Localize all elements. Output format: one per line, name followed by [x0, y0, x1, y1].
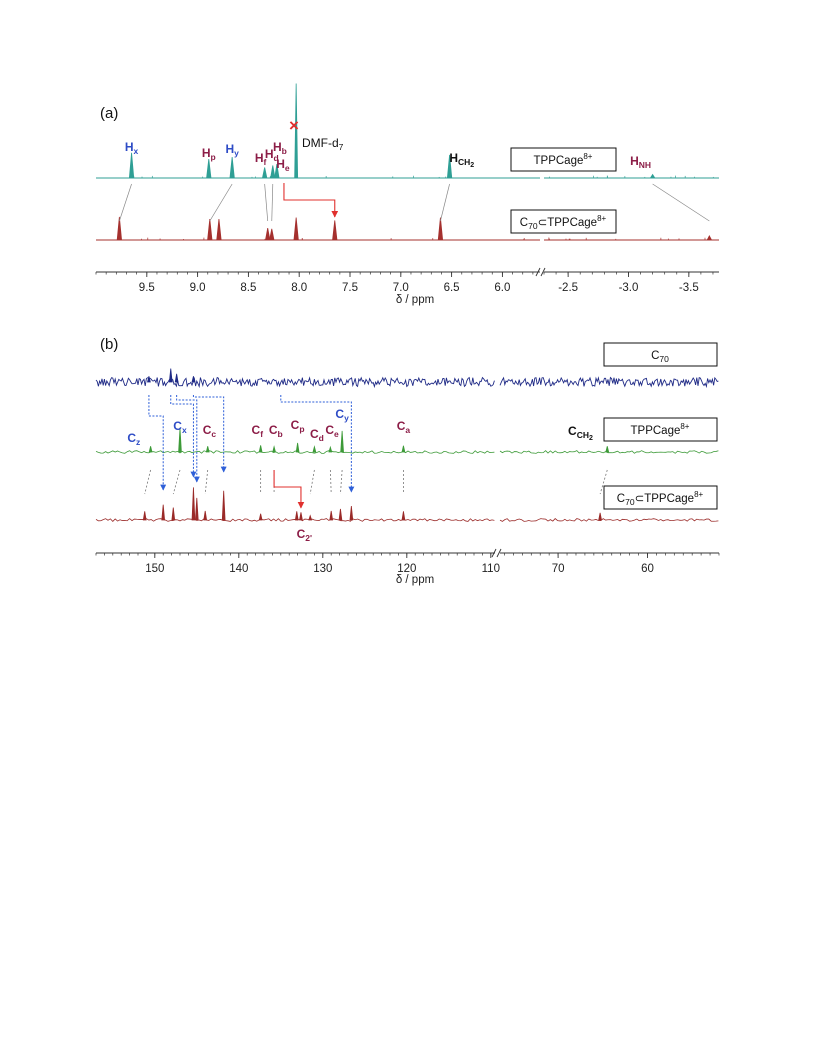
peak-b-2-1 [162, 505, 165, 520]
peak-b-1-0 [149, 446, 152, 452]
peak-b-2-14 [402, 511, 405, 520]
panel-label-b: (b) [100, 336, 119, 353]
peak-b-2-15 [599, 513, 602, 520]
peak-a-1-4 [270, 229, 274, 240]
peak-label-c-x: $C_x$ [173, 419, 187, 435]
peak-b-1-9 [402, 446, 405, 452]
peak-label-h-x: $H_x$ [124, 140, 139, 156]
blue-shift-arrow-1 [171, 395, 194, 477]
peak-a-0-8 [650, 175, 654, 179]
peak-b-1-7 [329, 447, 332, 452]
panel-b-legend-c70 [604, 343, 717, 366]
peak-a-1-3 [266, 228, 270, 240]
peak-label-h-nh: $H_{NH}$ [630, 154, 652, 170]
peak-b-1-5 [296, 443, 299, 452]
box-label-tppcage-b: TPPCage$^{8+}$ [630, 422, 690, 437]
correlation-guide-b-1 [173, 470, 180, 494]
shift-arrow-he [284, 183, 335, 217]
noise-trace-b-0-1 [500, 378, 718, 387]
peak-label-h-e: $H_e$ [276, 157, 290, 173]
tick-label-b: 70 [551, 563, 565, 575]
panel-b-legend-tpp [604, 418, 717, 441]
tick-label-a: -3.5 [678, 282, 699, 294]
peak-b-2-8 [295, 511, 298, 520]
peak-label-h-b: $H_b$ [272, 140, 287, 156]
peak-b-2-0 [143, 511, 146, 520]
tick-label-a: 9.5 [138, 282, 155, 294]
peak-a-0-0 [129, 153, 133, 178]
tick-label-b: 140 [229, 563, 249, 575]
tick-label-a: 7.5 [342, 282, 359, 294]
correlation-guide-b-6 [330, 470, 331, 494]
peak-b-2-3 [192, 487, 195, 520]
panel-b-x-axis [96, 549, 719, 575]
peak-label-h-ch2: $H_{CH}2$ [449, 151, 475, 169]
tick-label-b: 110 [481, 563, 500, 575]
spectrum-a-1 [96, 217, 719, 240]
correlation-guide-b-2 [205, 470, 208, 494]
correlation-guide-b-7 [340, 470, 342, 494]
peak-b-2-10 [309, 516, 312, 520]
peak-label-c-e: $C_e$ [325, 423, 339, 439]
peak-a-0-2 [230, 157, 234, 178]
tick-label-a: 8.5 [240, 282, 257, 294]
tick-label-b: 120 [397, 563, 417, 575]
noise-trace-b-1-1 [500, 451, 718, 454]
panel-label-a: (a) [100, 105, 119, 122]
peak-label-c-y: $C_y$ [335, 407, 349, 423]
correlation-line-a-3 [272, 184, 273, 221]
peak-b-1-8 [341, 431, 344, 452]
panel-a-legend-complex [511, 210, 616, 233]
panel-a-spectra [96, 84, 719, 241]
peak-b-1-4 [273, 447, 276, 452]
box-label-c70: $C_{70}$ [651, 350, 669, 364]
peak-label-c-ch2: $C_{CH}2$ [568, 424, 593, 442]
peak-b-2-4 [195, 498, 198, 520]
tick-label-b: 130 [313, 563, 333, 575]
peak-b-1-2 [206, 446, 209, 452]
noise-trace-b-2-1 [500, 519, 718, 522]
peak-label-h-f: $H_f$ [254, 151, 267, 167]
tick-label-b: 60 [641, 563, 654, 575]
peak-a-1-8 [707, 236, 711, 240]
tick-label-a: -3.0 [618, 282, 639, 294]
box-label-complex: $C_{70}\subset TPPCage^{8+}$ [519, 214, 607, 231]
tick-label-a: 7.0 [392, 282, 409, 294]
peak-a-1-2 [217, 219, 221, 240]
correlation-line-a-1 [210, 184, 232, 221]
peak-b-0-1 [169, 369, 172, 382]
peak-label-h-p: $H_p$ [201, 146, 216, 162]
panel-a [96, 84, 719, 307]
peak-label-c-b: $C_b$ [268, 423, 283, 439]
panel-a-legend-tpp [511, 148, 616, 171]
peak-b-2-11 [330, 511, 333, 520]
peak-a-1-5 [294, 218, 298, 240]
peak-label-c-f: $C_f$ [251, 423, 264, 439]
correlation-guide-b-5 [310, 470, 314, 494]
tick-label-a: 8.0 [291, 282, 308, 294]
peak-b-2-2 [172, 508, 175, 520]
peak-label-c-a: $C_a$ [396, 419, 411, 435]
peak-a-1-1 [208, 219, 212, 240]
peak-b-2-6 [222, 491, 225, 520]
peak-b-1-6 [313, 447, 316, 452]
correlation-guide-b-0 [145, 470, 151, 494]
panel-b-legend-complex [604, 486, 717, 509]
peak-label-c-d: $C_d$ [309, 427, 324, 443]
peak-b-2-7 [259, 514, 262, 520]
solvent-cross-marker: × [289, 116, 299, 135]
peak-b-0-3 [192, 376, 195, 382]
spectrum-a-0 [96, 84, 719, 179]
tick-label-a: -2.5 [558, 282, 579, 294]
tick-label-a: 6.5 [443, 282, 460, 294]
peak-b-2-13 [350, 506, 353, 520]
blue-shift-arrow-0 [149, 395, 163, 490]
peak-label-c-p: $C_p$ [290, 418, 305, 434]
peak-label-c-z: $C_z$ [127, 431, 141, 447]
tick-label-a: 9.0 [189, 282, 206, 294]
correlation-line-a-5 [653, 184, 710, 221]
peak-label-c-c: $C_c$ [202, 423, 217, 439]
x-axis-title-a: δ / ppm [395, 294, 435, 306]
x-axis-title-b: δ / ppm [395, 574, 435, 586]
noise-trace-b-0-0 [96, 378, 494, 387]
peak-b-2-12 [339, 509, 342, 520]
peak-label-c-2prime: $C_{2'}$ [296, 527, 313, 543]
tick-label-a: 6.0 [494, 282, 511, 294]
peak-b-0-0 [148, 376, 151, 382]
spectrum-b-0 [96, 369, 718, 387]
peak-label-h-d: $H_d$ [264, 147, 279, 163]
solvent-label: DMF-$d_7$ [302, 136, 344, 152]
peak-label-h-y: $H_y$ [225, 142, 239, 158]
peak-b-1-10 [606, 446, 609, 452]
peak-b-2-9 [300, 512, 303, 520]
red-shift-arrow-c2 [274, 470, 301, 508]
tick-label-b: 150 [145, 563, 165, 575]
peak-b-2-5 [204, 511, 207, 520]
correlation-line-a-4 [440, 184, 449, 221]
noise-trace-b-1-0 [96, 451, 494, 454]
panel-a-x-axis [96, 268, 719, 294]
correlation-line-a-0 [119, 184, 131, 221]
box-label-complex-b: $C_{70}\subset TPPCage^{8+}$ [616, 490, 704, 507]
peak-b-1-3 [259, 445, 262, 452]
box-label-tppcage: TPPCage$^{8+}$ [533, 152, 593, 167]
peak-a-1-6 [333, 220, 337, 240]
correlation-line-a-2 [265, 184, 268, 221]
peak-b-0-2 [175, 374, 178, 382]
panel-b [96, 336, 719, 586]
peak-a-0-4 [271, 165, 275, 178]
peak-a-0-3 [262, 168, 266, 179]
